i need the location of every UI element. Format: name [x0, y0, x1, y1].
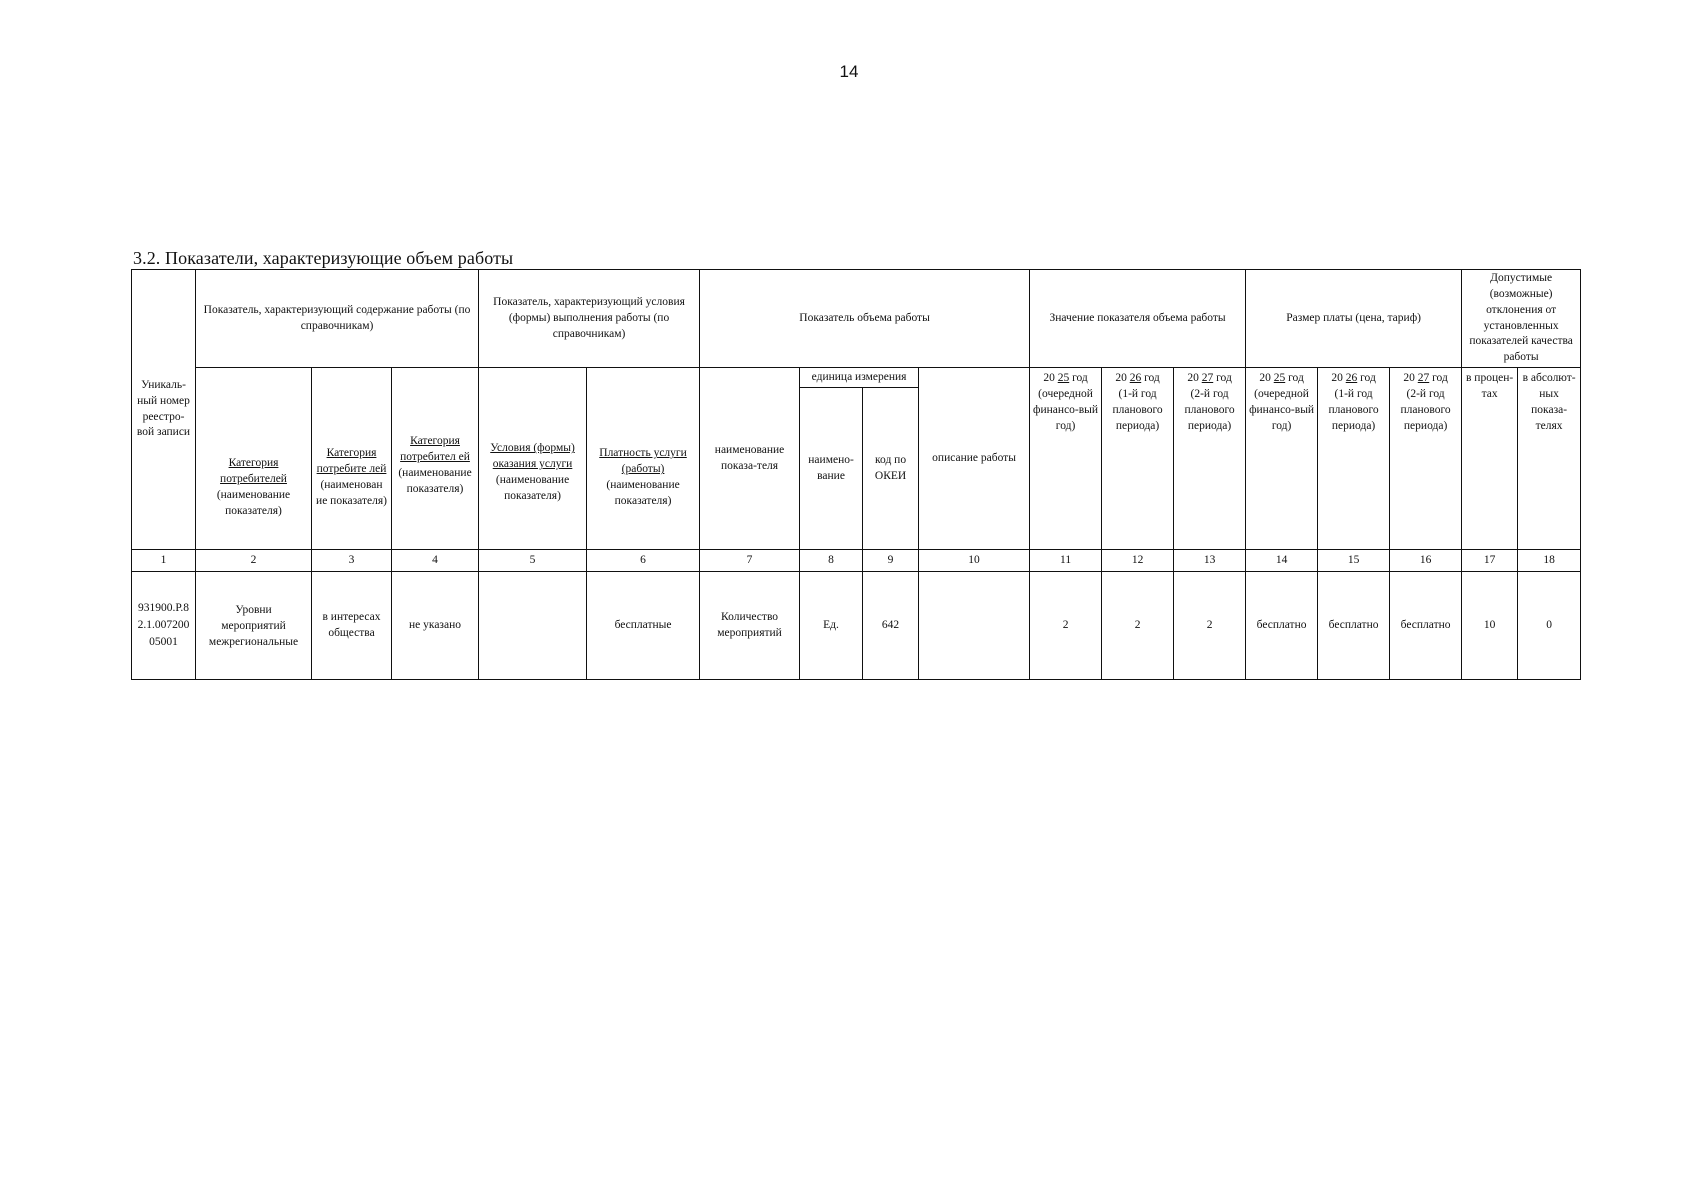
- header-col3-top: Категория потребите лей: [316, 447, 387, 476]
- cell-fee-2025: бесплатно: [1246, 572, 1318, 680]
- cell-deviation-percent: 10: [1462, 572, 1518, 680]
- header-group-content: Показатель, характеризующий содержание работы (по справочникам): [196, 270, 479, 368]
- header-group-conditions: Показатель, характеризующий условия (формы) выполнения работы (по справочникам): [479, 270, 700, 368]
- header-col18: в абсолют-ных показа-телях: [1518, 368, 1581, 550]
- header-unique-number: Уникаль-ный номер реестро-вой записи: [132, 270, 196, 550]
- header-col6-top: Платность услуги (работы): [599, 447, 687, 476]
- header-col10: описание работы: [919, 368, 1030, 550]
- header-col3: [312, 368, 392, 550]
- header-col4-bottom: (наименование показателя): [398, 467, 472, 496]
- cell-payment: бесплатные: [587, 572, 700, 680]
- header-col11: 20 25 год (очередной финансо-вый год): [1030, 368, 1102, 550]
- cell-indicator-name: Количество мероприятий: [700, 572, 800, 680]
- cell-okei-code: 642: [863, 572, 919, 680]
- cell-registry-number: 931900.Р.8 2.1.007200 05001: [132, 572, 196, 680]
- header-col6: [587, 368, 700, 550]
- col-number: 9: [863, 550, 919, 572]
- col-number: 4: [392, 550, 479, 572]
- header-col5: [479, 368, 587, 550]
- header-col2-top: Категория потребителей: [220, 457, 287, 486]
- cell-fee-2027: бесплатно: [1390, 572, 1462, 680]
- col-number: 17: [1462, 550, 1518, 572]
- page-number: 14: [839, 62, 859, 81]
- cell-value-2027: 2: [1174, 572, 1246, 680]
- header-col3-bottom: (наименован ие показателя): [316, 479, 387, 508]
- header-col12: 20 26 год (1-й год планового периода): [1102, 368, 1174, 550]
- col-number: 12: [1102, 550, 1174, 572]
- header-col5-top: Условия (формы) оказания услуги: [490, 442, 575, 471]
- cell-description: [919, 572, 1030, 680]
- cell-consumer-category-2: в интересах общества: [312, 572, 392, 680]
- col-number: 10: [919, 550, 1030, 572]
- cell-consumer-category-3: не указано: [392, 572, 479, 680]
- col-number: 2: [196, 550, 312, 572]
- cell-deviation-absolute: 0: [1518, 572, 1581, 680]
- header-col2: [196, 368, 312, 550]
- cell-consumer-category: Уровни мероприятий межрегиональные: [196, 572, 312, 680]
- col-number: 7: [700, 550, 800, 572]
- header-col2-bottom: (наименование показателя): [216, 489, 291, 518]
- header-group-value: Значение показателя объема работы: [1030, 270, 1246, 368]
- header-col4: [392, 368, 479, 550]
- col-number: 18: [1518, 550, 1581, 572]
- col-number: 3: [312, 550, 392, 572]
- header-group-fee: Размер платы (цена, тариф): [1246, 270, 1462, 368]
- col-number: 6: [587, 550, 700, 572]
- header-col5-bottom: (наименование показателя): [495, 474, 570, 503]
- header-unit: единица измерения: [800, 368, 919, 388]
- col-number: 1: [132, 550, 196, 572]
- header-col4-top: Категория потребител ей: [400, 435, 470, 464]
- header-col16: 20 27 год (2-й год планового периода): [1390, 368, 1462, 550]
- col-number: 5: [479, 550, 587, 572]
- header-col9: код по ОКЕИ: [863, 388, 919, 550]
- header-col13: 20 27 год (2-й год планового периода): [1174, 368, 1246, 550]
- header-col7: наименование показа-теля: [700, 368, 800, 550]
- header-group-deviation: Допустимые (возможные) отклонения от установленных показателей качества работы: [1462, 270, 1581, 368]
- header-group-volume: Показатель объема работы: [700, 270, 1030, 368]
- header-col6-bottom: (наименование показателя): [606, 479, 680, 508]
- header-col14: 20 25 год (очередной финансо-вый год): [1246, 368, 1318, 550]
- header-col8: наимено-вание: [800, 388, 863, 550]
- col-number: 13: [1174, 550, 1246, 572]
- cell-value-2025: 2: [1030, 572, 1102, 680]
- cell-value-2026: 2: [1102, 572, 1174, 680]
- col-number: 14: [1246, 550, 1318, 572]
- volume-indicators-table: [131, 269, 1581, 680]
- col-number: 11: [1030, 550, 1102, 572]
- header-col15: 20 26 год (1-й год планового периода): [1318, 368, 1390, 550]
- cell-conditions: [479, 572, 587, 680]
- cell-unit-name: Ед.: [800, 572, 863, 680]
- cell-fee-2026: бесплатно: [1318, 572, 1390, 680]
- section-title: 3.2. Показатели, характеризующие объем работы: [133, 248, 514, 268]
- col-number: 15: [1318, 550, 1390, 572]
- col-number: 16: [1390, 550, 1462, 572]
- header-col17: в процен-тах: [1462, 368, 1518, 550]
- col-number: 8: [800, 550, 863, 572]
